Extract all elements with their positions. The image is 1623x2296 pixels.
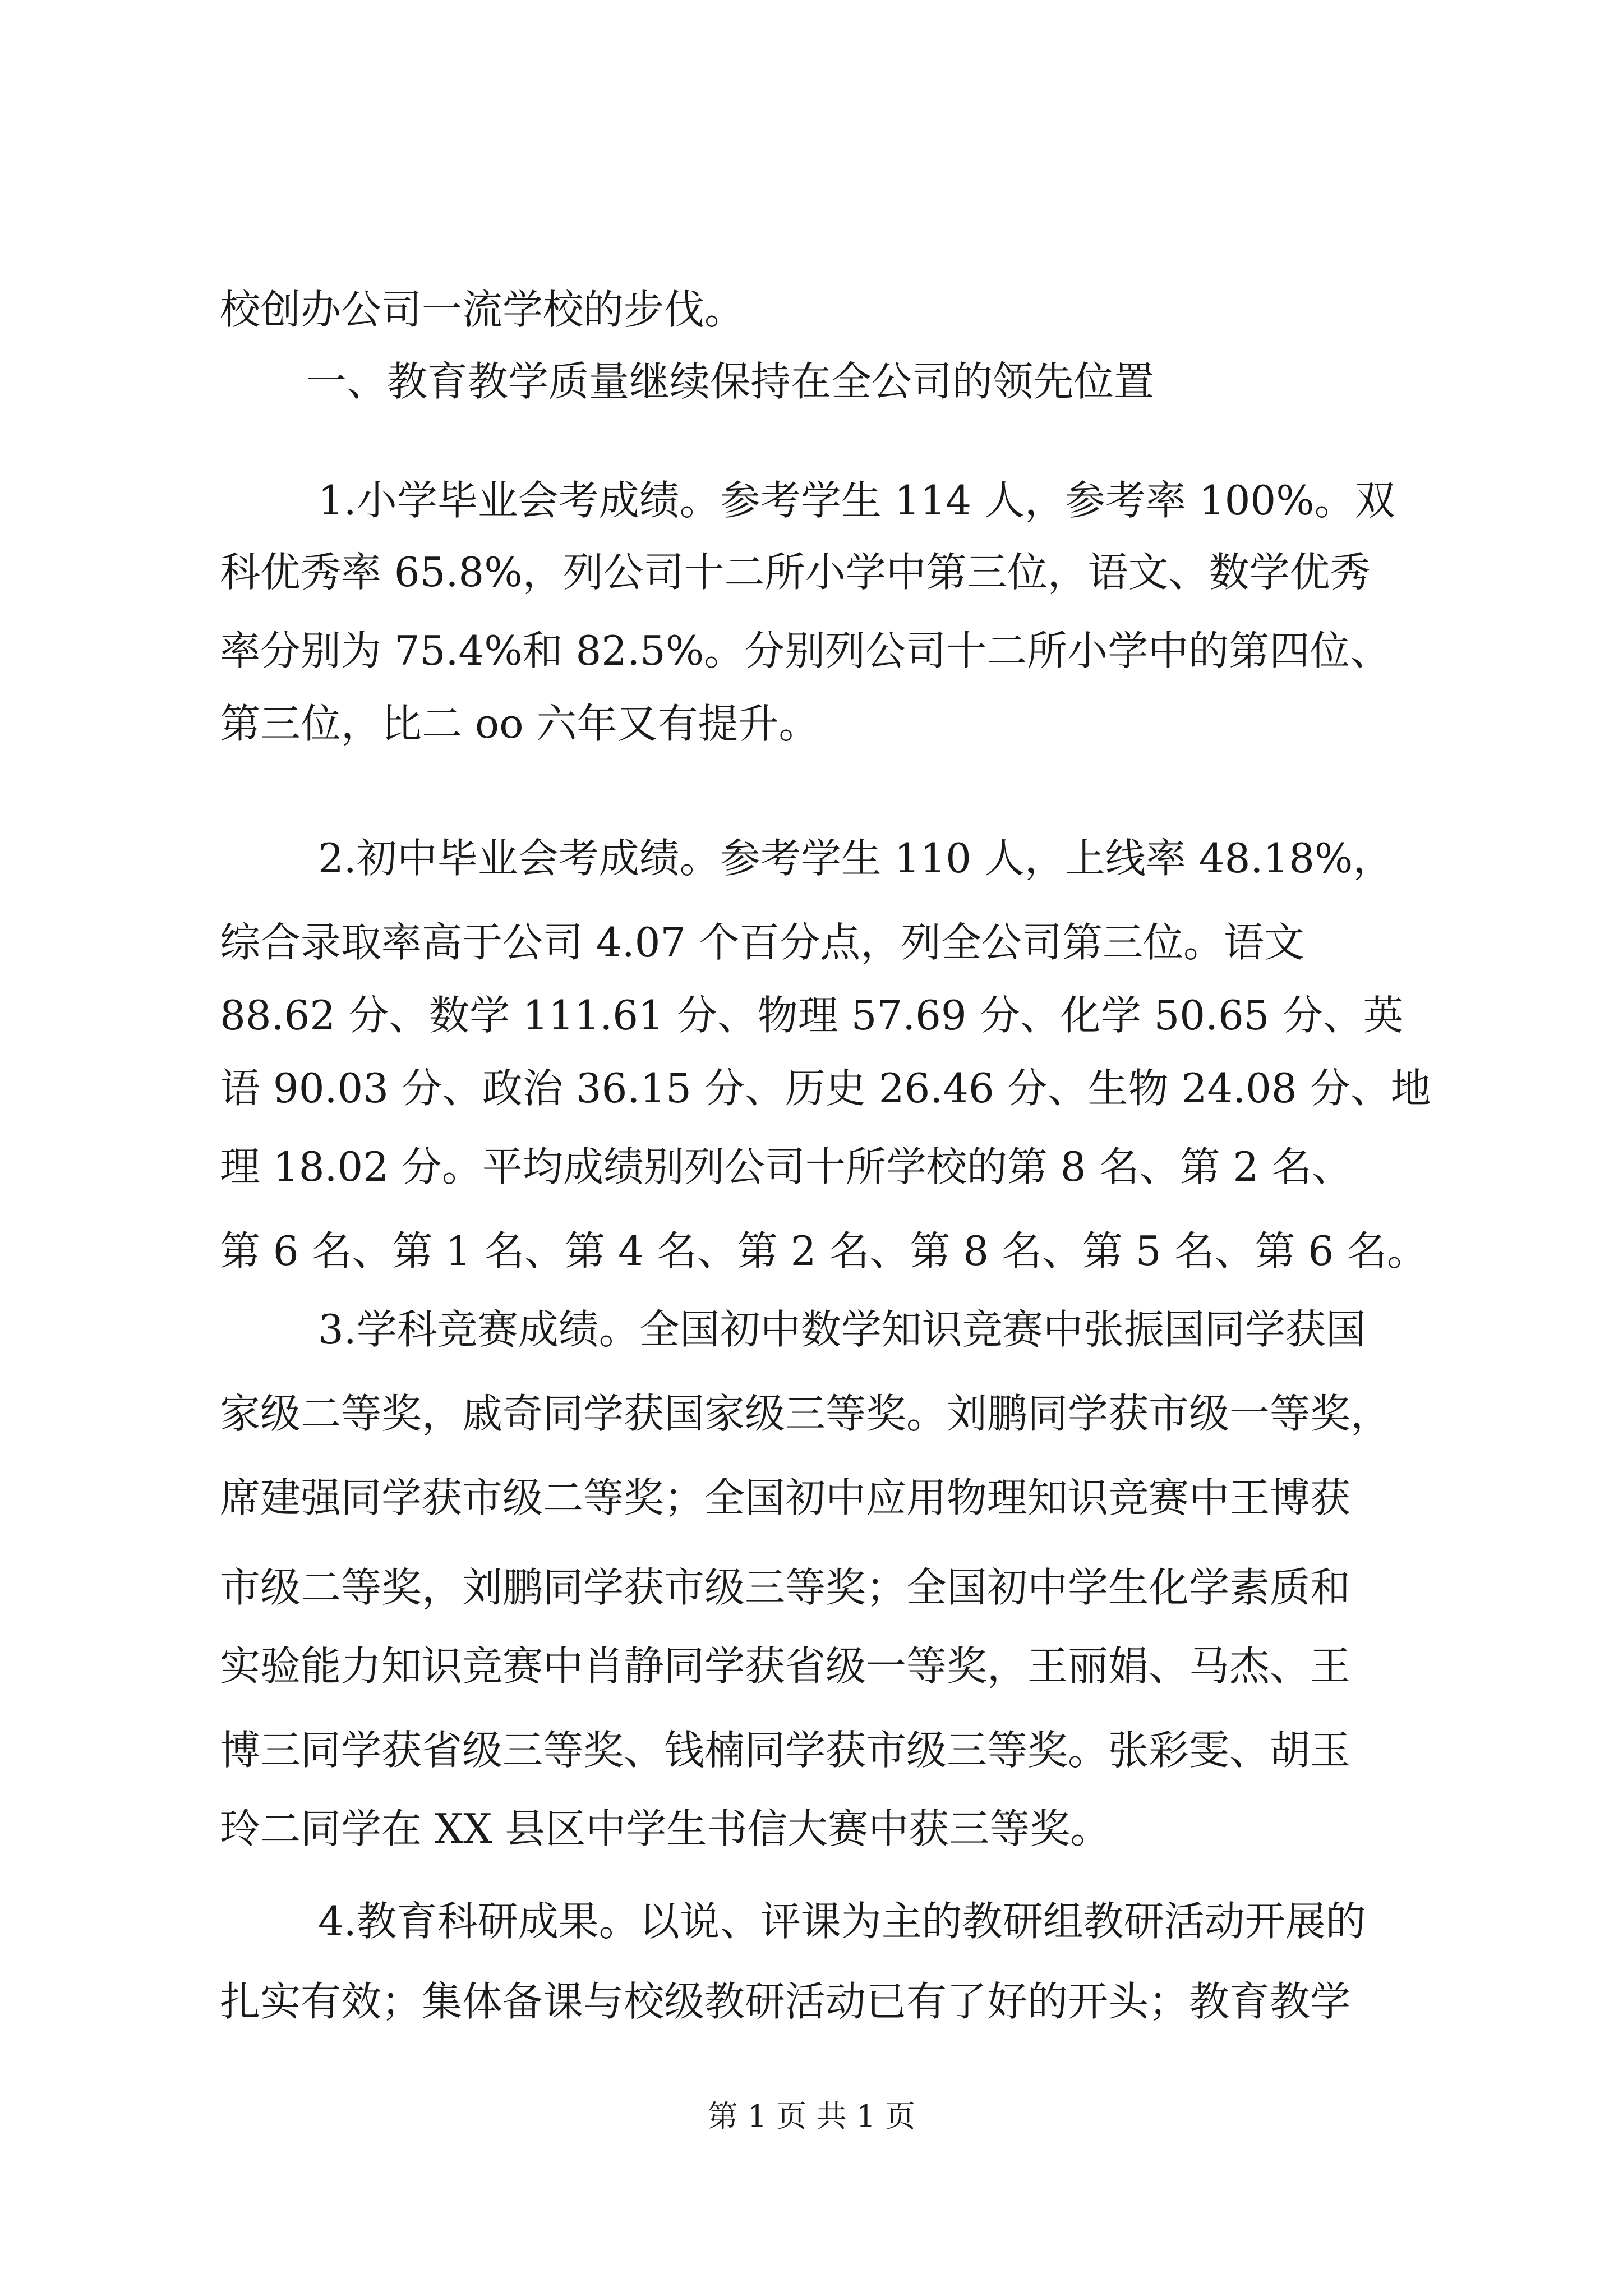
- text-line: 综合录取率高于公司 4.07 个百分点，列全公司第三位。语文: [220, 919, 1305, 966]
- text-line: 2.初中毕业会考成绩。参考学生 110 人，上线率 48.18%，: [318, 835, 1394, 882]
- text-line: 校创办公司一流学校的步伐。: [220, 286, 745, 333]
- page-footer: 第 1 页 共 1 页: [707, 2099, 916, 2134]
- text-line: 率分别为 75.4%和 82.5%。分别列公司十二所小学中的第四位、: [220, 627, 1391, 674]
- text-line: 理 18.02 分。平均成绩别列公司十所学校的第 8 名、第 2 名、: [220, 1143, 1353, 1190]
- text-line: 博三同学获省级三等奖、钱楠同学获市级三等奖。张彩雯、胡玉: [220, 1727, 1351, 1774]
- text-line: 家级二等奖，戚奇同学获国家级三等奖。刘鹏同学获市级一等奖，: [220, 1390, 1391, 1437]
- text-line: 第 6 名、第 1 名、第 4 名、第 2 名、第 8 名、第 5 名、第 6 名。: [220, 1227, 1428, 1274]
- text-line: 扎实有效；集体备课与校级教研活动已有了好的开头；教育教学: [220, 1978, 1351, 2025]
- text-line: 实验能力知识竞赛中肖静同学获省级一等奖，王丽娟、马杰、王: [220, 1642, 1351, 1690]
- text-line: 第三位，比二 oo 六年又有提升。: [220, 700, 819, 747]
- section-heading: 一、教育教学质量继续保持在全公司的领先位置: [306, 358, 1155, 405]
- text-line: 3.学科竞赛成绩。全国初中数学知识竞赛中张振国同学获国: [318, 1306, 1366, 1353]
- text-line: 玲二同学在 XX 县区中学生书信大赛中获三等奖。: [220, 1805, 1111, 1852]
- text-line: 88.62 分、数学 111.61 分、物理 57.69 分、化学 50.65 分、英: [220, 992, 1404, 1039]
- text-line: 4.教育科研成果。以说、评课为主的教研组教研活动开展的: [318, 1898, 1366, 1945]
- text-line: 市级二等奖，刘鹏同学获市级三等奖；全国初中学生化学素质和: [220, 1564, 1351, 1611]
- text-line: 科优秀率 65.8%，列公司十二所小学中第三位，语文、数学优秀: [220, 549, 1371, 596]
- text-line: 席建强同学获市级二等奖；全国初中应用物理知识竞赛中王博获: [220, 1474, 1351, 1521]
- text-line: 1.小学毕业会考成绩。参考学生 114 人，参考率 100%。双: [318, 477, 1395, 524]
- text-line: 语 90.03 分、政治 36.15 分、历史 26.46 分、生物 24.08 分、地: [220, 1065, 1431, 1112]
